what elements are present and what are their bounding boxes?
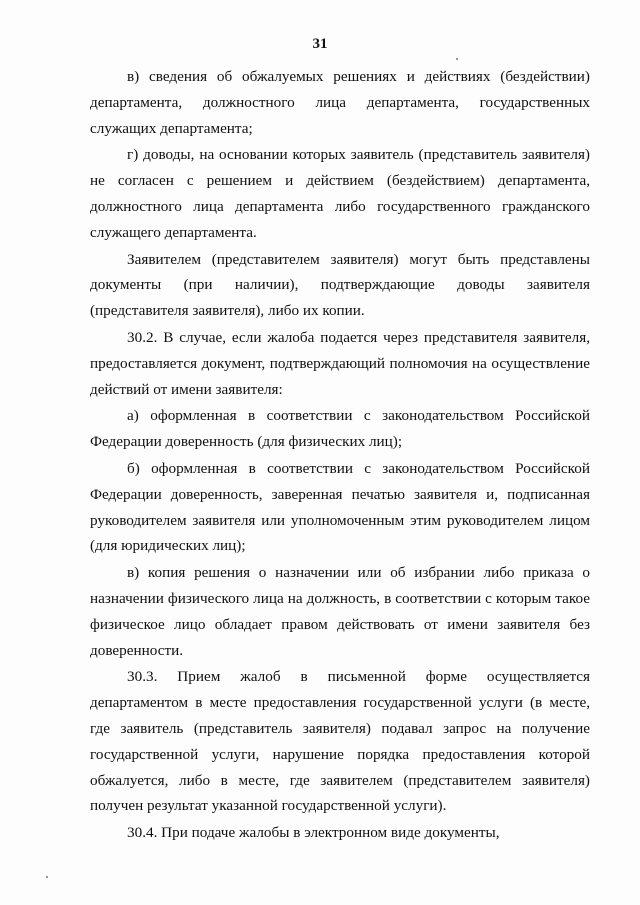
paragraph-item-a: а) оформленная в соответствии с законодательством Российской Федерации доверенность (для физических лиц); bbox=[90, 407, 590, 451]
page-number: 31 bbox=[312, 36, 328, 52]
scan-speck bbox=[456, 58, 458, 60]
paragraph-item-g: г) доводы, на основании которых заявитель (представитель заявителя) не согласен с решением и действием (бездействием) департамента, должностного лица департамента либо государственного гражданского служащего департамента. bbox=[90, 146, 590, 241]
paragraph-30-4: 30.4. При подаче жалобы в электронном виде документы, bbox=[127, 824, 500, 842]
paragraph-item-v: в) сведения об обжалуемых решениях и действиях (бездействии) департамента, должностного лица департамента, государственных служащих департамента; bbox=[90, 68, 590, 137]
document-body bbox=[90, 64, 590, 846]
paragraph-30-3: 30.3. Прием жалоб в письменной форме осуществляется департаментом в месте предоставления государственной услуги (в месте, где заявитель (представитель заявителя) подавал запрос на получение государственной услуги, нарушение порядка предоставления которой обжалуется, либо в месте, где заявителем (представителем заявителя) получен результат указанной государственной услуги). bbox=[90, 668, 590, 815]
paragraph-documents: Заявителем (представителем заявителя) могут быть представлены документы (при наличии), подтверждающие доводы заявителя (представителя заявителя), либо их копии. bbox=[90, 250, 590, 320]
paragraph-item-v-copy: в) копия решения о назначении или об избрании либо приказа о назначении физического лица на должность, в соответствии с которым такое физическое лицо обладает правом действовать от имени заявителя без доверенности. bbox=[90, 564, 590, 659]
scan-speck bbox=[46, 876, 48, 878]
paragraph-30-2: 30.2. В случае, если жалоба подается через представителя заявителя, предоставляется документ, подтверждающий полномочия на осуществление действий от имени заявителя: bbox=[90, 328, 590, 398]
paragraph-item-b: б) оформленная в соответствии с законодательством Российской Федерации доверенность, заверенная печатью заявителя и, подписанная руководителем заявителя или уполномоченным этим руководителем лицом (для юридических лиц); bbox=[90, 459, 590, 555]
